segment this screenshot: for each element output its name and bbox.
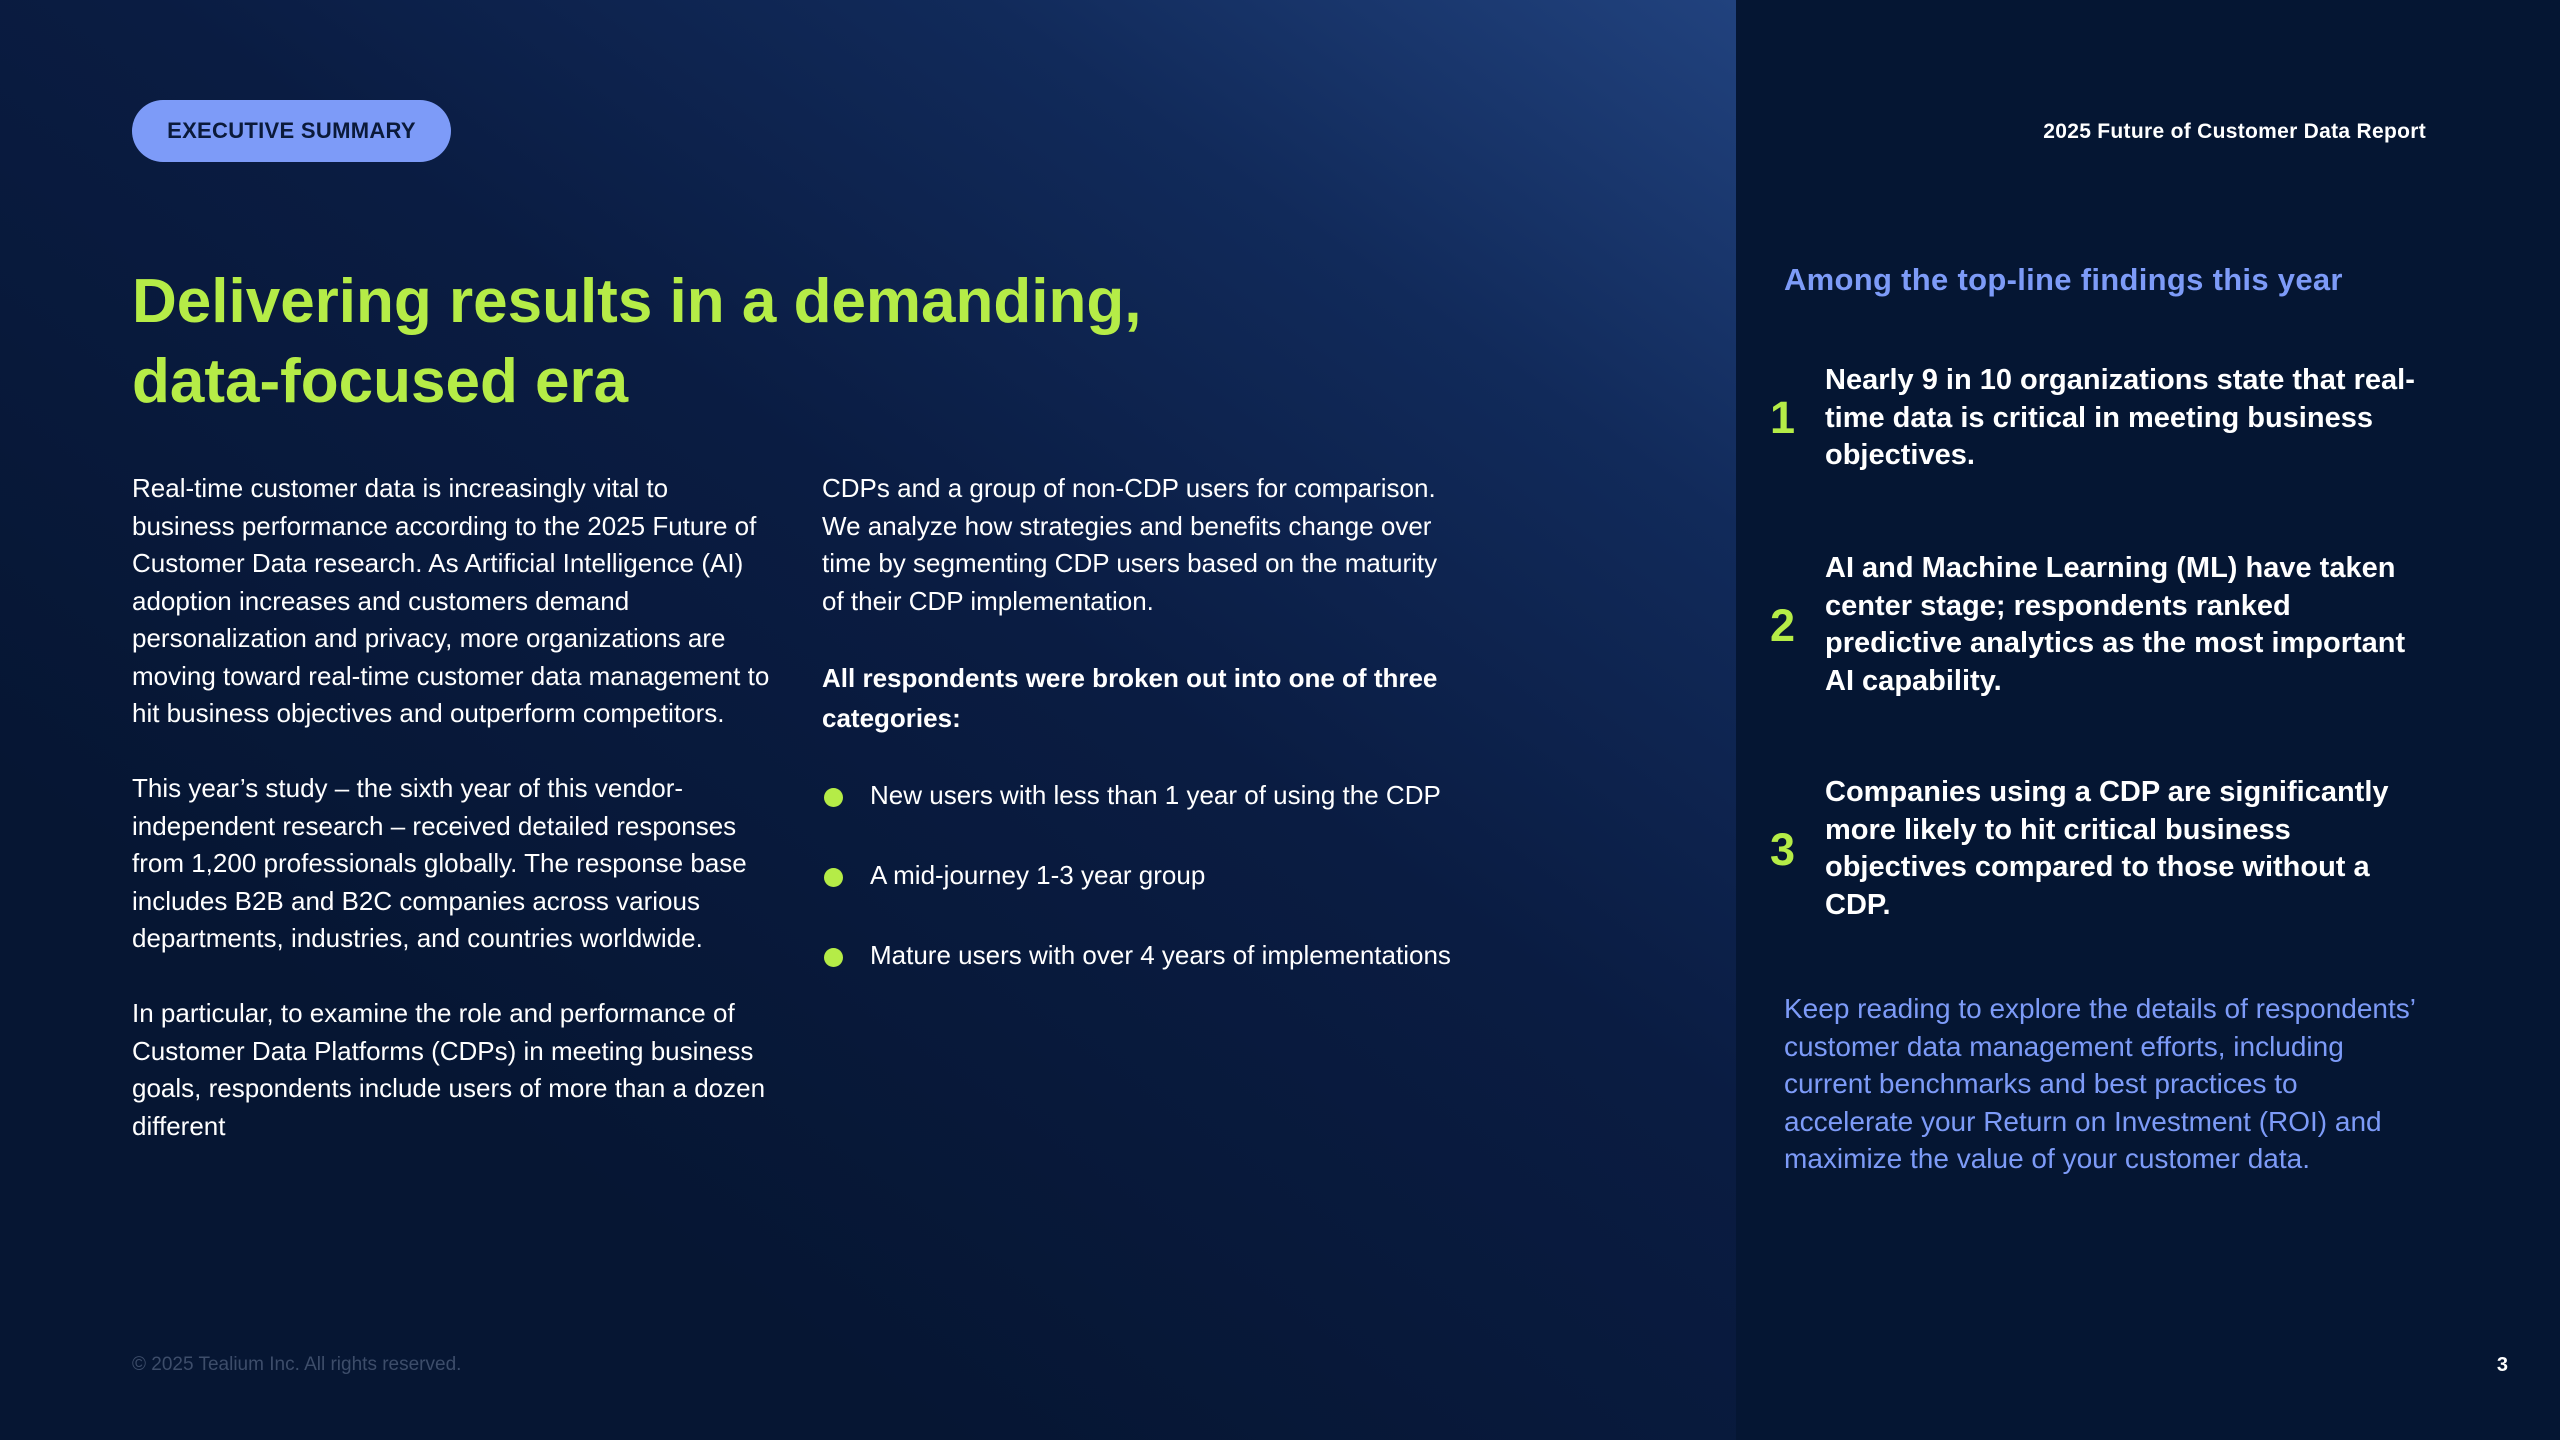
finding-number: 2	[1770, 600, 1796, 651]
findings-heading: Among the top-line findings this year	[1784, 262, 2343, 297]
bullet-dot-icon	[824, 788, 843, 807]
finding-text: AI and Machine Learning (ML) have taken center stage; respondents ranked predictive analytics as the most important AI capability.	[1825, 552, 2406, 697]
body-column-2	[822, 470, 1462, 1015]
list-item	[822, 935, 1462, 975]
section-badge: EXECUTIVE SUMMARY	[132, 100, 451, 162]
body-column-1	[132, 470, 772, 1183]
closing-paragraph: Keep reading to explore the details of respondents’ customer data management efforts, including current benchmarks and best practices to accelerate your Return on Investment (ROI) and maximize the value of your customer data.	[1784, 993, 2415, 1174]
finding-text: Companies using a CDP are significantly more likely to hit critical business objectives compared to those without a CDP.	[1825, 776, 2389, 921]
list-item-text: New users with less than 1 year of using the CDP	[870, 780, 1441, 810]
bullet-dot-icon	[824, 868, 843, 887]
page-title-line-2: data-focused era	[132, 347, 629, 416]
finding-number: 3	[1770, 824, 1796, 875]
list-item	[822, 855, 1462, 895]
page-number: 3	[2496, 1354, 2508, 1376]
report-title: 2025 Future of Customer Data Report	[2043, 120, 2426, 143]
list-item	[822, 775, 1462, 815]
copyright: © 2025 Tealium Inc. All rights reserved.	[132, 1354, 462, 1375]
body-paragraph: This year’s study – the sixth year of this vendor-independent research – received detailed responses from 1,200 professionals globally. The response base includes B2B and B2C companies across various departments, industries, and countries worldwide.	[132, 773, 747, 953]
body-paragraph: Real-time customer data is increasingly vital to business performance according to the 2025 Future of Customer Data research. As Artificial Intelligence (AI) adoption increases and customers demand personalization and privacy, more organizations are moving toward real-time customer data management to hit business objectives and outperform competitors.	[132, 473, 770, 728]
findings-panel	[1736, 0, 2560, 1440]
categories-list	[822, 775, 1462, 975]
finding-text: Nearly 9 in 10 organizations state that real-time data is critical in meeting business objectives.	[1825, 364, 2415, 471]
list-item-text: A mid-journey 1-3 year group	[870, 860, 1206, 890]
categories-lead: All respondents were broken out into one of three categories:	[822, 662, 1438, 733]
bullet-dot-icon	[824, 948, 843, 967]
finding-number: 1	[1770, 392, 1796, 443]
body-paragraph: CDPs and a group of non-CDP users for comparison. We analyze how strategies and benefits change over time by segmenting CDP users based on the maturity of their CDP implementation.	[822, 473, 1438, 616]
body-paragraph: In particular, to examine the role and performance of Customer Data Platforms (CDPs) in meeting business goals, respondents include users of more than a dozen different	[132, 998, 766, 1141]
list-item-text: Mature users with over 4 years of implementations	[870, 940, 1451, 970]
page-title	[132, 262, 1432, 422]
page-title-line-1: Delivering results in a demanding,	[132, 267, 1142, 336]
